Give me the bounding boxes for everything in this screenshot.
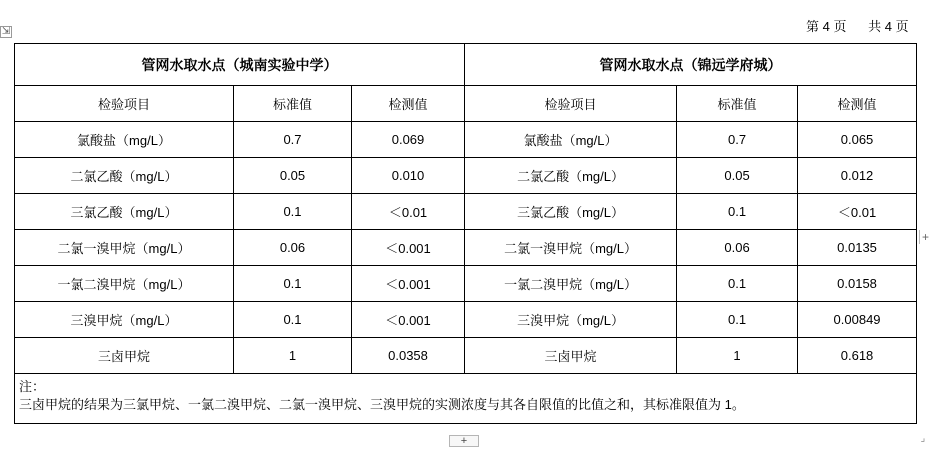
table-cell: 二氯一溴甲烷（mg/L） (465, 230, 677, 266)
page-indicator: 第 4 页 共 4 页 (806, 19, 909, 34)
note-label: 注： (19, 379, 46, 394)
table-cell: ＜0.001 (352, 266, 465, 302)
table-cell: 0.618 (798, 338, 917, 374)
column-header: 检验项目 (15, 86, 234, 122)
table-cell: 1 (234, 338, 352, 374)
note-text: 三卤甲烷的结果为三氯甲烷、一氯二溴甲烷、二氯一溴甲烷、三溴甲烷的实测浓度与其各自限值的比值之和，其标准限值为 1。 (19, 397, 745, 412)
table-row (15, 266, 917, 302)
table-row (15, 122, 917, 158)
table-cell: 0.1 (677, 266, 798, 302)
column-header: 检测值 (352, 86, 465, 122)
table-cell: 一氯二溴甲烷（mg/L） (15, 266, 234, 302)
table-cell: 二氯一溴甲烷（mg/L） (15, 230, 234, 266)
table-cell: 0.065 (798, 122, 917, 158)
table-cell: 0.010 (352, 158, 465, 194)
table-row (15, 338, 917, 374)
table-cell: 二氯乙酸（mg/L） (465, 158, 677, 194)
table-header-row (15, 86, 917, 122)
table-cell: ＜0.001 (352, 302, 465, 338)
note-cell (15, 374, 917, 424)
table-cell: 0.7 (677, 122, 798, 158)
table-cell: 0.0158 (798, 266, 917, 302)
table-row (15, 158, 917, 194)
table-cell: ＜0.01 (352, 194, 465, 230)
water-quality-table (14, 43, 917, 424)
table-cell: 三溴甲烷（mg/L） (465, 302, 677, 338)
table-cell: 0.06 (677, 230, 798, 266)
table-resize-icon[interactable]: ⌟ (920, 433, 926, 444)
table-cell: 0.012 (798, 158, 917, 194)
table-cell: 二氯乙酸（mg/L） (15, 158, 234, 194)
table-cell: 0.00849 (798, 302, 917, 338)
note-row (15, 374, 917, 424)
table-cell: 0.06 (234, 230, 352, 266)
table-cell: 1 (677, 338, 798, 374)
table-cell: 三氯乙酸（mg/L） (465, 194, 677, 230)
table-cell: 0.05 (677, 158, 798, 194)
table-row (15, 230, 917, 266)
table-cell: 0.0358 (352, 338, 465, 374)
table-title-row (15, 44, 917, 86)
table-cell: 三卤甲烷 (465, 338, 677, 374)
table-cell: 三溴甲烷（mg/L） (15, 302, 234, 338)
table-cell: 0.0135 (798, 230, 917, 266)
table-cell: ＜0.001 (352, 230, 465, 266)
table-cell: ＜0.01 (798, 194, 917, 230)
table-cell: 三卤甲烷 (15, 338, 234, 374)
table-row (15, 194, 917, 230)
column-header: 检验项目 (465, 86, 677, 122)
table-cell: 0.05 (234, 158, 352, 194)
table-cell: 氯酸盐（mg/L） (465, 122, 677, 158)
left-section-title: 管网水取水点（城南实验中学） (15, 44, 465, 86)
table-cell: 0.1 (677, 302, 798, 338)
table-cell: 氯酸盐（mg/L） (15, 122, 234, 158)
table-cell: 0.7 (234, 122, 352, 158)
table-cell: 0.069 (352, 122, 465, 158)
table-cell: 0.1 (234, 302, 352, 338)
add-column-icon[interactable]: + (919, 230, 931, 244)
table-cell: 一氯二溴甲烷（mg/L） (465, 266, 677, 302)
column-header: 标准值 (234, 86, 352, 122)
table-row (15, 302, 917, 338)
column-header: 标准值 (677, 86, 798, 122)
table-cell: 0.1 (234, 266, 352, 302)
right-section-title: 管网水取水点（锦远学府城） (465, 44, 917, 86)
add-row-button[interactable]: + (449, 435, 479, 447)
table-move-handle-icon[interactable]: ⇲ (1, 26, 11, 37)
table-cell: 三氯乙酸（mg/L） (15, 194, 234, 230)
column-header: 检测值 (798, 86, 917, 122)
table-cell: 0.1 (234, 194, 352, 230)
table-cell: 0.1 (677, 194, 798, 230)
